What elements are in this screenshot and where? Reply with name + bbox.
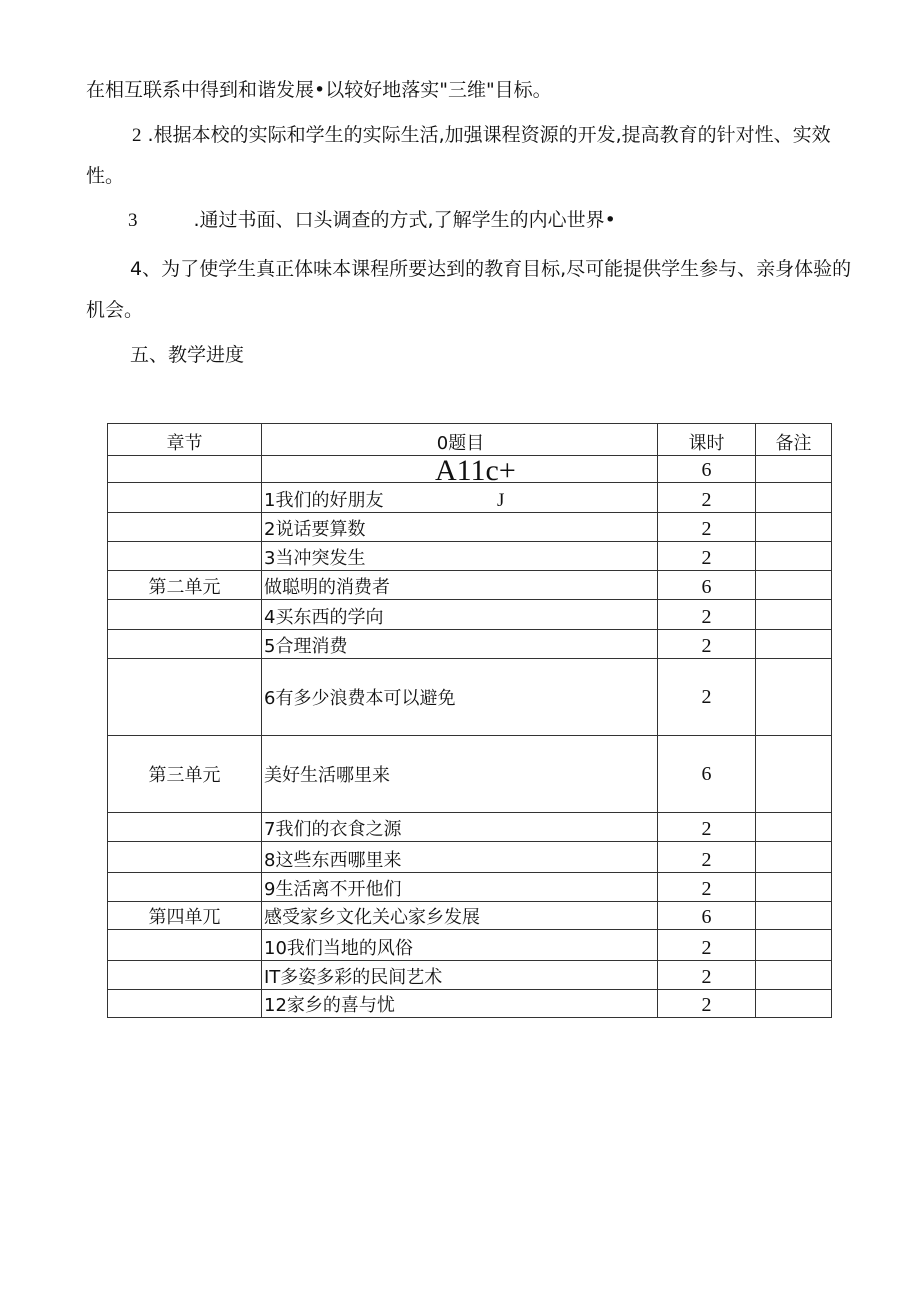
topic-cell: 9生活离不开他们 [262,873,658,902]
notes-cell [756,842,832,873]
chapter-cell [108,600,262,630]
hours-cell: 2 [658,842,756,873]
chapter-cell: 第四单兀 [108,902,262,930]
header-hours: 课时 [658,424,756,456]
chapter-cell [108,513,262,542]
table-row [108,930,832,961]
table-row [108,813,832,842]
hours-cell: 2 [658,630,756,659]
chapter-cell [108,990,262,1018]
hours-cell: 2 [658,873,756,902]
chapter-cell [108,630,262,659]
paragraph-1: 在相互联系中得到和谐发展•以较好地落实"三维"目标。 [86,79,552,101]
table-row [108,483,832,513]
table-row [108,736,832,813]
notes-cell [756,961,832,990]
header-notes: 备注 [756,424,832,456]
hours-cell: 6 [658,736,756,813]
notes-cell [756,990,832,1018]
table-header-row [108,424,832,456]
topic-cell: IT多姿多彩的民间艺术 [262,961,658,990]
chapter-cell [108,842,262,873]
notes-cell [756,813,832,842]
stray-mark: J [497,490,505,511]
hours-cell: 2 [658,990,756,1018]
notes-cell [756,902,832,930]
chapter-cell [108,659,262,736]
section-heading: 五、教学进度 [130,344,245,366]
topic-cell: 感受家乡文化关心家乡发展 [262,902,658,930]
table-row [108,961,832,990]
table-row [108,659,832,736]
paragraph-2: 2 .根据本校的实际和学生的实际生活,加强课程资源的开发,提高教育的针对性、实效性。 [86,124,831,187]
hours-cell: 2 [658,483,756,513]
chapter-cell [108,483,262,513]
hours-cell: 2 [658,542,756,571]
table-row [108,990,832,1018]
chapter-cell [108,542,262,571]
topic-cell: 3当冲突发生 [262,542,658,571]
topic-cell: 12家乡的喜与忧 [262,990,658,1018]
notes-cell [756,456,832,483]
topic-cell: 8这些东西哪里来 [262,842,658,873]
schedule-table [107,423,832,1018]
topic-cell: 5合理消费 [262,630,658,659]
hours-cell: 2 [658,659,756,736]
hours-cell: 2 [658,600,756,630]
notes-cell [756,542,832,571]
notes-cell [756,483,832,513]
chapter-cell [108,456,262,483]
notes-cell [756,513,832,542]
table-row [108,630,832,659]
topic-cell: 美好生活哪里来 [262,736,658,813]
table-row [108,571,832,600]
notes-cell [756,873,832,902]
table-row [108,902,832,930]
chapter-cell [108,813,262,842]
hours-cell: 6 [658,902,756,930]
notes-cell [756,930,832,961]
table-row [108,873,832,902]
chapter-cell: 第三单元 [108,736,262,813]
paragraph-4: 4、为了使学生真正体味本课程所要达到的教育目标,尽可能提供学生参与、亲身体验的机会。 [86,258,852,321]
hours-cell: 2 [658,930,756,961]
chapter-cell [108,930,262,961]
hours-cell: 6 [658,571,756,600]
header-chapter: 章节 [108,424,262,456]
topic-cell: 做聪明的消费者 [262,571,658,600]
notes-cell [756,600,832,630]
topic-cell: 7我们的衣食之源 [262,813,658,842]
chapter-cell [108,873,262,902]
chapter-cell [108,961,262,990]
hours-cell: 2 [658,961,756,990]
topic-cell: 6有多少浪费本可以避免 [262,659,658,736]
notes-cell [756,571,832,600]
hours-cell: 6 [658,456,756,483]
hours-cell: 2 [658,813,756,842]
paragraph-3: 3 .通过书面、口头调查的方式,了解学生的内心世界• [128,209,616,231]
topic-cell: 1我们的好朋友 [262,483,658,513]
chapter-cell: 第二单元 [108,571,262,600]
table-row [108,842,832,873]
notes-cell [756,659,832,736]
table-row [108,513,832,542]
header-topic: 0题目 [262,424,658,456]
topic-cell: 2说话要算数 [262,513,658,542]
table-row [108,542,832,571]
table-row [108,600,832,630]
topic-cell: 10我们当地的风俗 [262,930,658,961]
topic-cell: 4买东西的学向 [262,600,658,630]
overlap-artifact-text: A11c+ [435,456,516,482]
hours-cell: 2 [658,513,756,542]
notes-cell [756,736,832,813]
notes-cell [756,630,832,659]
